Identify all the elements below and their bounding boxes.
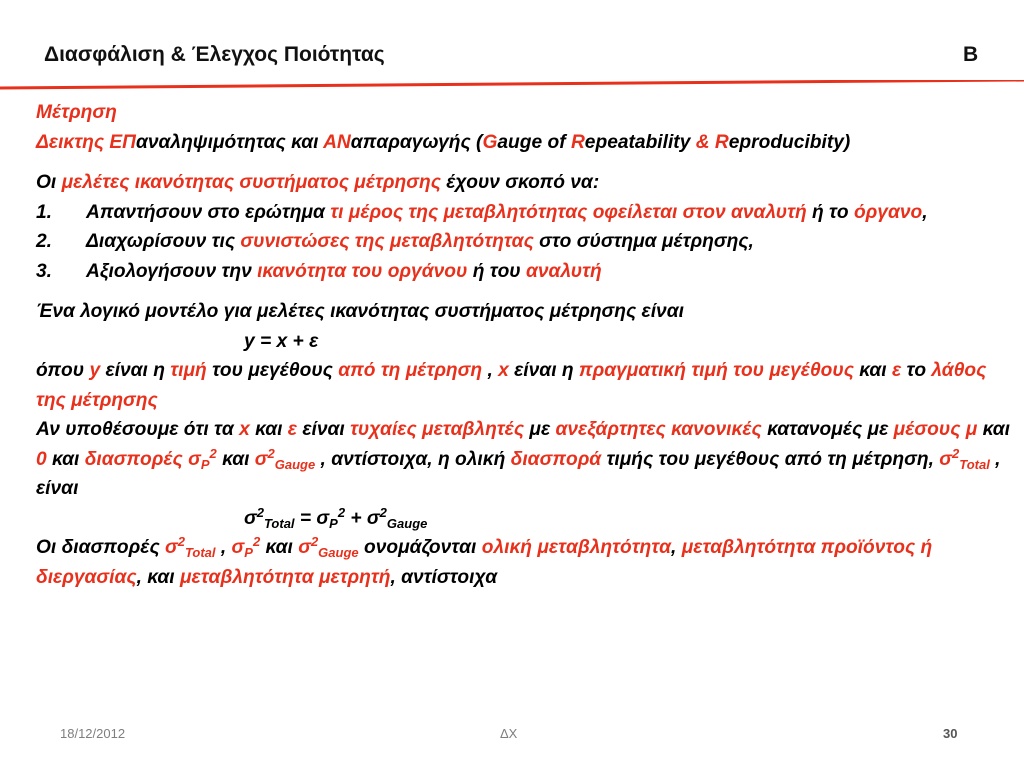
page-number: 30 (943, 726, 958, 741)
intro-paragraph: Οι μελέτες ικανότητας συστήματος μέτρησης έχουν σκοπό να: (36, 172, 600, 193)
heading-measurement: Μέτρηση (36, 102, 117, 123)
list-item: 3. Αξιολογήσουν την ικανότητα του οργάνου ή του αναλυτή (36, 260, 602, 282)
section-letter: B (963, 43, 979, 66)
slide-title: Διασφάλιση & Έλεγχος Ποιότητας (44, 43, 385, 66)
model-equation: y = x + ε (244, 330, 319, 352)
footer-author: ΔΧ (500, 726, 518, 741)
where-paragraph: όπου y είναι η τιμή του μεγέθους από τη μέτρηση , x είναι η πραγματική τιμή του μεγέθους και ε το λάθος της μέτρησης (36, 360, 987, 411)
slide-body (36, 98, 1011, 592)
heading-grr: Δεικτης ΕΠαναληψιμότητας και ΑΝαπαραγωγής (Gauge of Repeatability & Reproducibity) (36, 131, 851, 153)
list-item: 1. Απαντήσουν στο ερώτημα τι μέρος της μεταβλητότητας οφείλεται στον αναλυτή ή το όργανο, (36, 201, 928, 223)
model-intro: Ένα λογικό μοντέλο για μελέτες ικανότητας συστήματος μέτρησης είναι (36, 301, 684, 322)
footer-date: 18/12/2012 (60, 726, 126, 741)
list-item: 2. Διαχωρίσουν τις συνιστώσες της μεταβλητότητας στο σύστημα μέτρησης, (36, 231, 754, 252)
variance-equation: $\sigma^2_{Total} = \sigma_P^2 + \sigma^2_{Gauge}$ (244, 504, 428, 531)
final-paragraph: Οι διασπορές $\sigma^2_{Total}$ , $\sigma_P^2$ και $\sigma^2_{Gauge}$ ονομάζονται ολική μεταβλητότητα, μεταβλητότητα προϊόντος ή διεργασίας, και μεταβλητότητα μετρητή, αντίστοιχα (36, 534, 933, 588)
assumption-paragraph: Αν υποθέσουμε ότι τα x και ε είναι τυχαίες μεταβλητές με ανεξάρτητες κανονικές κατανομές με μέσους μ και 0 και διασπορές $\sigma_P^2$ και $\sigma^2_{Gauge}$ , αντίστοιχα, η ολική διασπορά τιμής του μεγέθους από τη μέτρηση, $\sigma^2_{Total}$ , είναι (36, 419, 1011, 499)
